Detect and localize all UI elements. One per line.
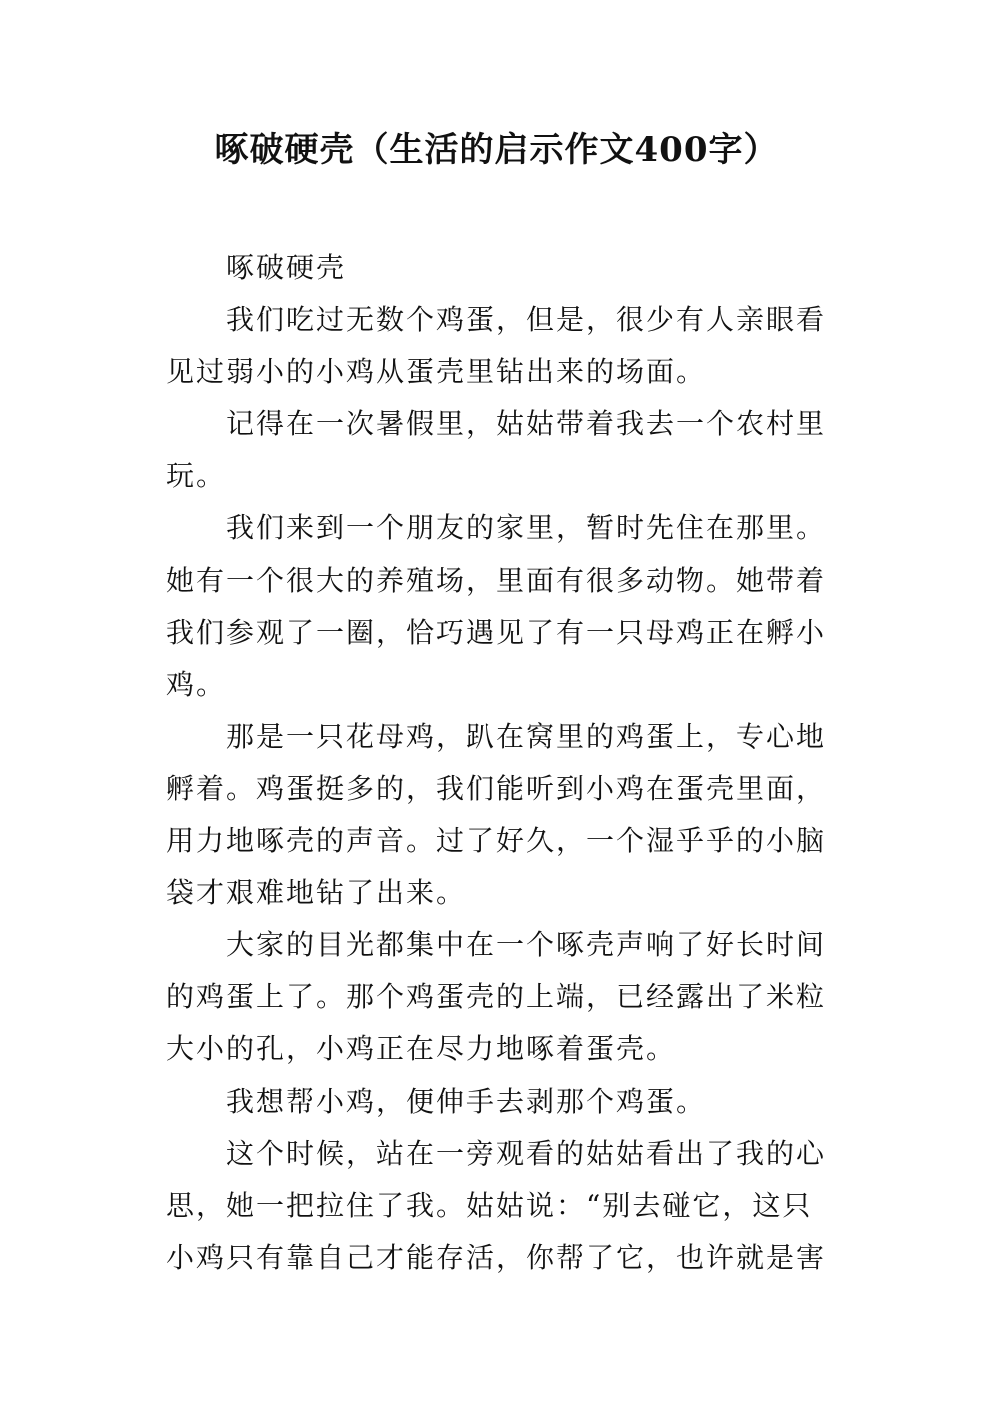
text-line: 鸡。	[166, 667, 227, 701]
document-title: 啄破硬壳（生活的启示作文400字）	[214, 130, 779, 170]
text-line: 我们来到一个朋友的家里，暂时先住在那里。	[226, 511, 827, 545]
text-line: 孵着。鸡蛋挺多的，我们能听到小鸡在蛋壳里面，	[166, 771, 827, 805]
paragraph	[166, 1128, 846, 1284]
text-line: 那是一只花母鸡，趴在窝里的鸡蛋上，专心地	[226, 719, 827, 753]
text-line: 她有一个很大的养殖场，里面有很多动物。她带着	[166, 563, 827, 597]
text-line: 的鸡蛋上了。那个鸡蛋壳的上端，已经露出了米粒	[166, 980, 827, 1014]
paragraph	[166, 1076, 846, 1128]
text-line: 用力地啄壳的声音。过了好久，一个湿乎乎的小脑	[166, 824, 827, 858]
text-line: 记得在一次暑假里，姑姑带着我去一个农村里	[226, 407, 827, 441]
text-line: 我们吃过无数个鸡蛋，但是，很少有人亲眼看	[226, 303, 827, 337]
text-line: 啄破硬壳	[226, 251, 347, 284]
text-line: 这个时候，站在一旁观看的姑姑看出了我的心	[226, 1136, 827, 1170]
paragraph	[166, 711, 846, 919]
paragraph	[166, 502, 846, 710]
text-line: 大家的目光都集中在一个啄壳声响了好长时间	[226, 928, 827, 962]
paragraph	[166, 398, 846, 502]
text-line: 我们参观了一圈，恰巧遇见了有一只母鸡正在孵小	[166, 615, 827, 649]
text-line: 袋才艰难地钻了出来。	[166, 876, 467, 910]
text-line: 玩。	[166, 459, 227, 493]
text-line: 我想帮小鸡，便伸手去剥那个鸡蛋。	[226, 1084, 707, 1118]
text-line: 大小的孔，小鸡正在尽力地啄着蛋壳。	[166, 1032, 677, 1066]
text-line: 见过弱小的小鸡从蛋壳里钻出来的场面。	[166, 355, 707, 389]
text-line: 小鸡只有靠自己才能存活，你帮了它，也许就是害	[166, 1240, 827, 1274]
paragraph	[166, 919, 846, 1075]
text-line: 思，她一把拉住了我。姑姑说：“别去碰它，这只	[166, 1188, 813, 1222]
paragraph	[166, 242, 846, 294]
paragraph	[166, 294, 846, 398]
document-body	[166, 242, 846, 1284]
